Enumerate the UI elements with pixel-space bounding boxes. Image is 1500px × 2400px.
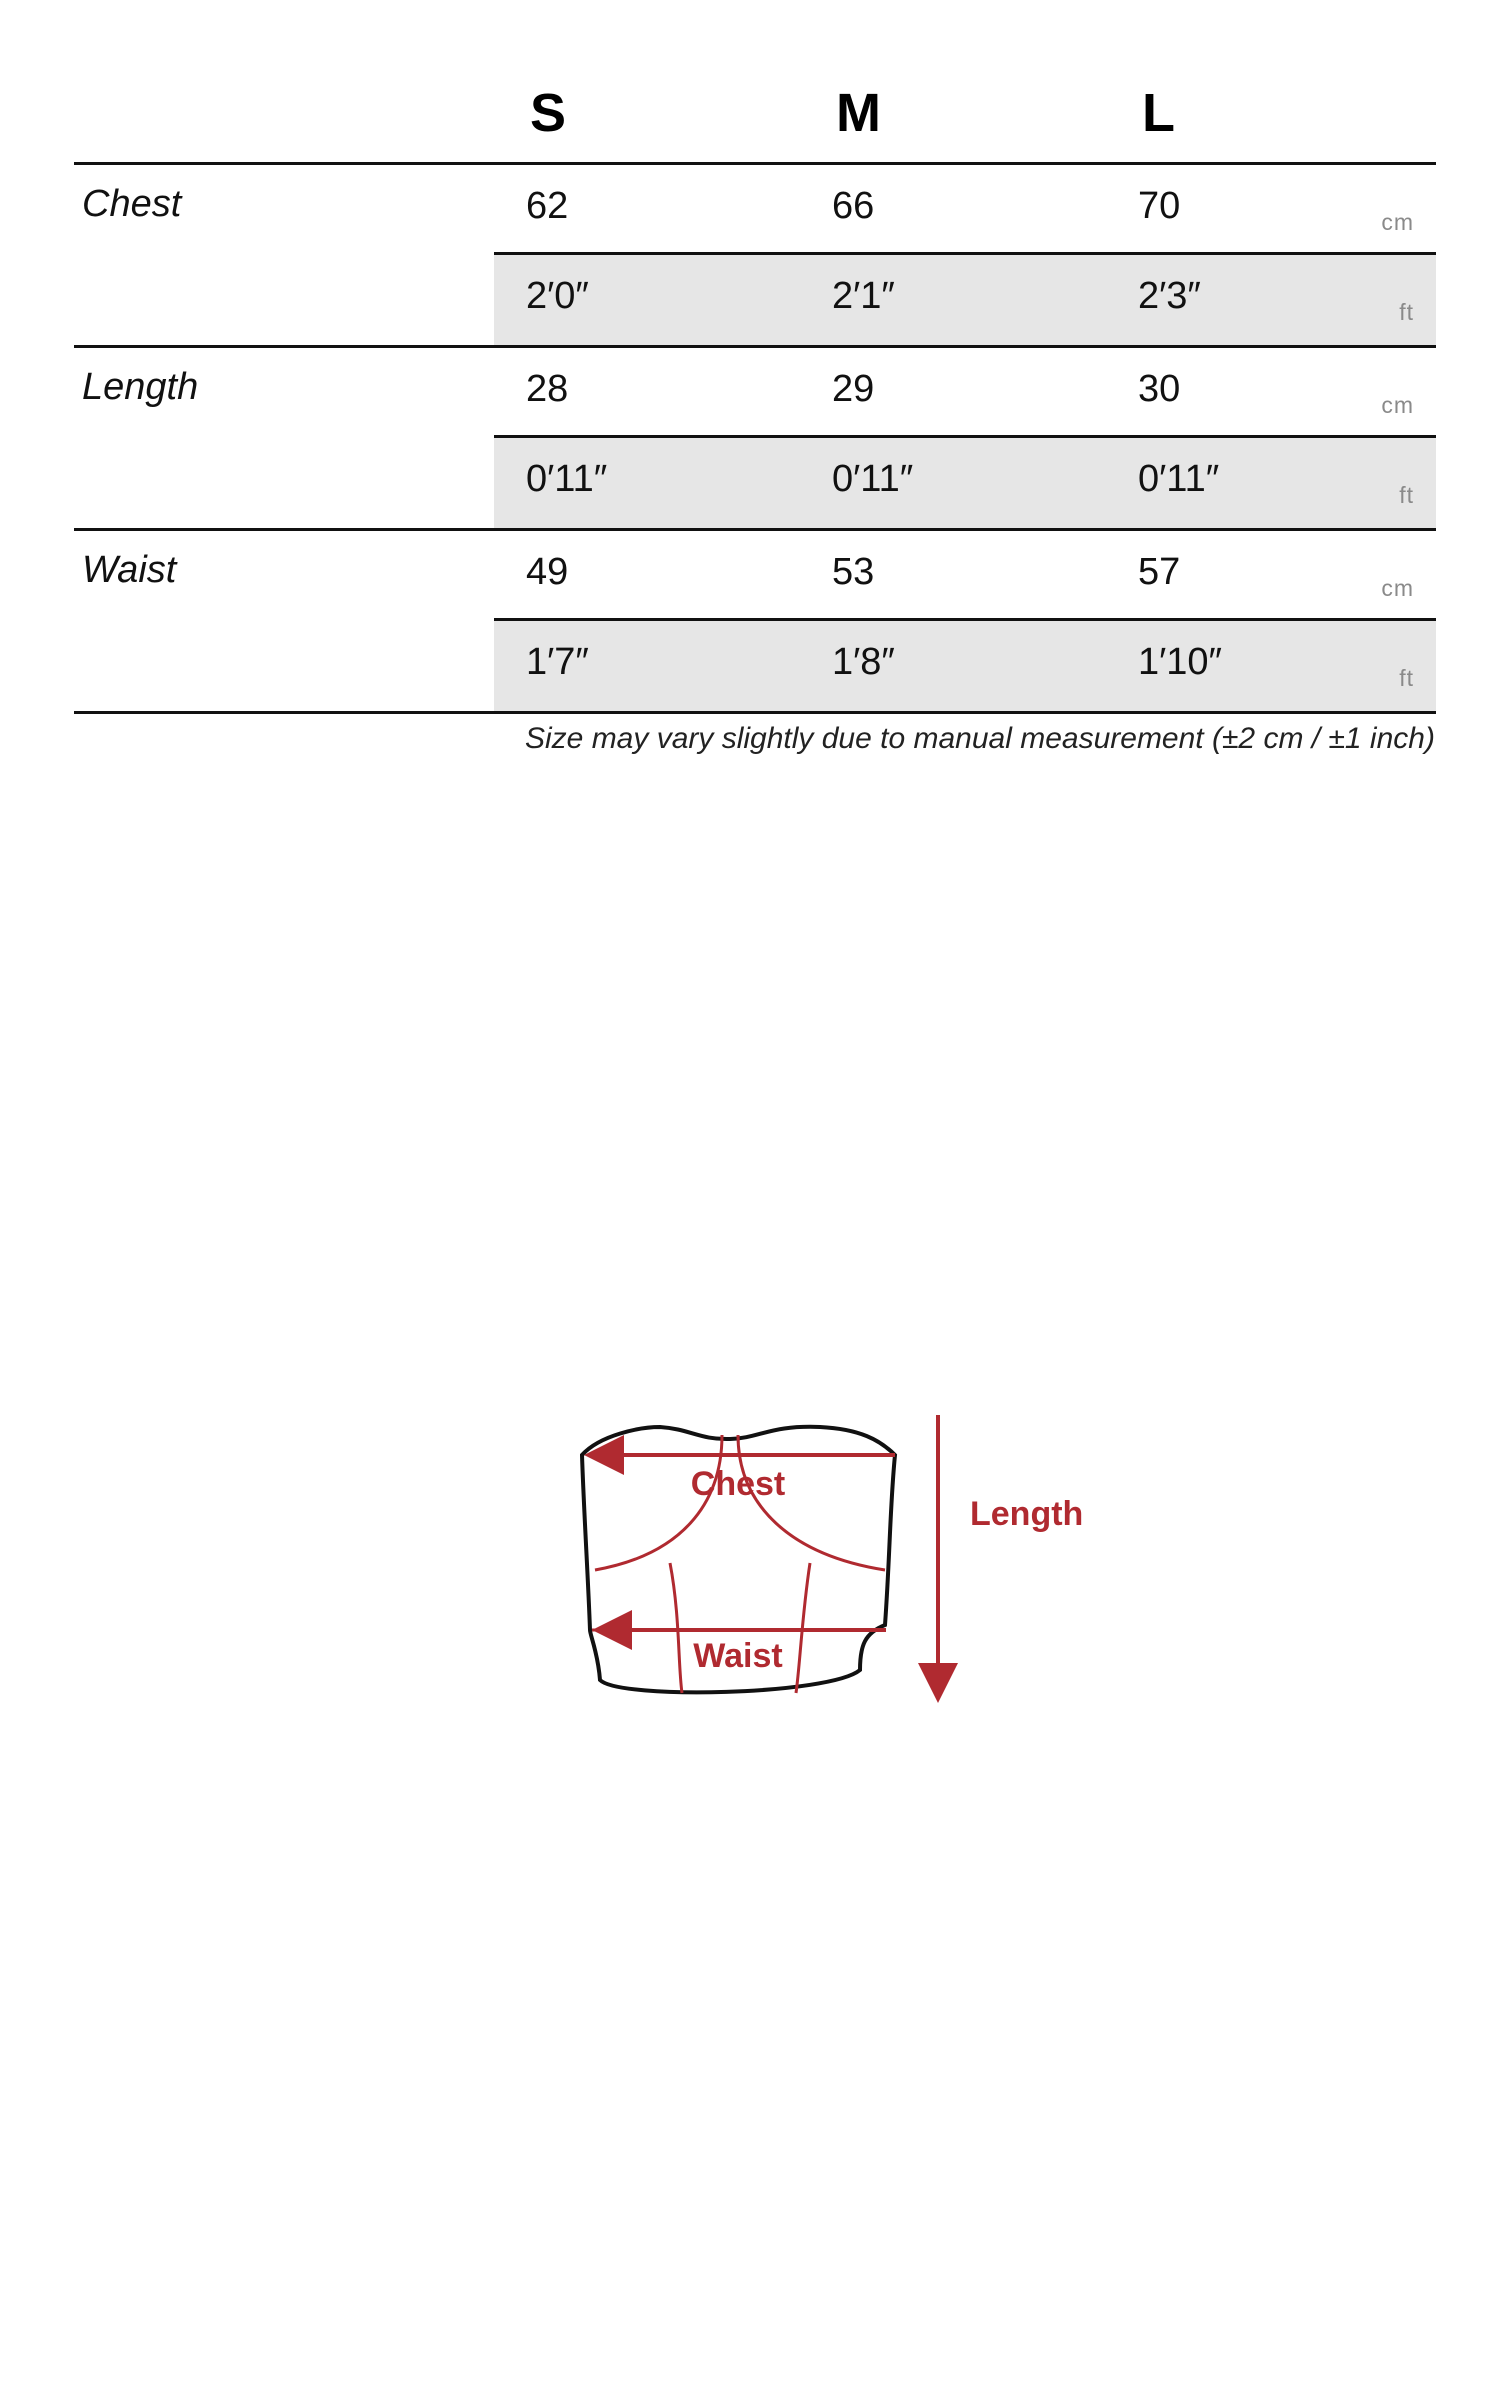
chest-ft-s: 2′0″ — [526, 275, 589, 317]
size-chart-table — [74, 80, 1436, 714]
waist-cm-row — [494, 531, 1436, 621]
waist-label: Waist — [693, 1637, 783, 1675]
unit-ft: ft — [1399, 299, 1414, 325]
measurement-group-chest — [74, 165, 1436, 348]
length-ft-m: 0′11″ — [832, 458, 914, 500]
garment-measurement-diagram — [560, 1395, 1120, 1715]
waist-ft-row — [494, 621, 1436, 711]
length-cm-s: 28 — [526, 368, 569, 410]
chest-cm-s: 62 — [526, 185, 569, 227]
size-header-l: L — [1142, 83, 1175, 143]
size-header-m: M — [836, 83, 881, 143]
chest-cm-m: 66 — [832, 185, 875, 227]
waist-ft-l: 1′10″ — [1138, 641, 1222, 683]
unit-ft: ft — [1399, 665, 1414, 691]
chest-cm-row — [494, 165, 1436, 255]
waist-ft-m: 1′8″ — [832, 641, 895, 683]
length-label: Length — [970, 1495, 1084, 1533]
length-ft-row — [494, 438, 1436, 528]
size-header-row — [74, 80, 1436, 165]
length-ft-l: 0′11″ — [1138, 458, 1220, 500]
measurement-group-waist — [74, 531, 1436, 714]
measurement-group-length — [74, 348, 1436, 531]
chest-ft-row — [494, 255, 1436, 345]
chest-ft-l: 2′3″ — [1138, 275, 1201, 317]
length-cm-row — [494, 348, 1436, 438]
length-ft-s: 0′11″ — [526, 458, 608, 500]
waist-cm-s: 49 — [526, 551, 569, 593]
chest-ft-m: 2′1″ — [832, 275, 895, 317]
waist-cm-m: 53 — [832, 551, 875, 593]
waist-cm-l: 57 — [1138, 551, 1181, 593]
waist-ft-s: 1′7″ — [526, 641, 589, 683]
measurement-disclaimer: Size may vary slightly due to manual measurement (±2 cm / ±1 inch) — [525, 722, 1435, 755]
length-cm-m: 29 — [832, 368, 875, 410]
unit-cm: cm — [1381, 392, 1414, 418]
row-label-waist: Waist — [82, 549, 177, 591]
length-cm-l: 30 — [1138, 368, 1181, 410]
unit-cm: cm — [1381, 209, 1414, 235]
row-label-chest: Chest — [82, 183, 182, 225]
chest-label: Chest — [690, 1465, 786, 1503]
unit-cm: cm — [1381, 575, 1414, 601]
row-label-length: Length — [82, 366, 199, 408]
unit-ft: ft — [1399, 482, 1414, 508]
chest-cm-l: 70 — [1138, 185, 1181, 227]
size-header-s: S — [530, 83, 567, 143]
